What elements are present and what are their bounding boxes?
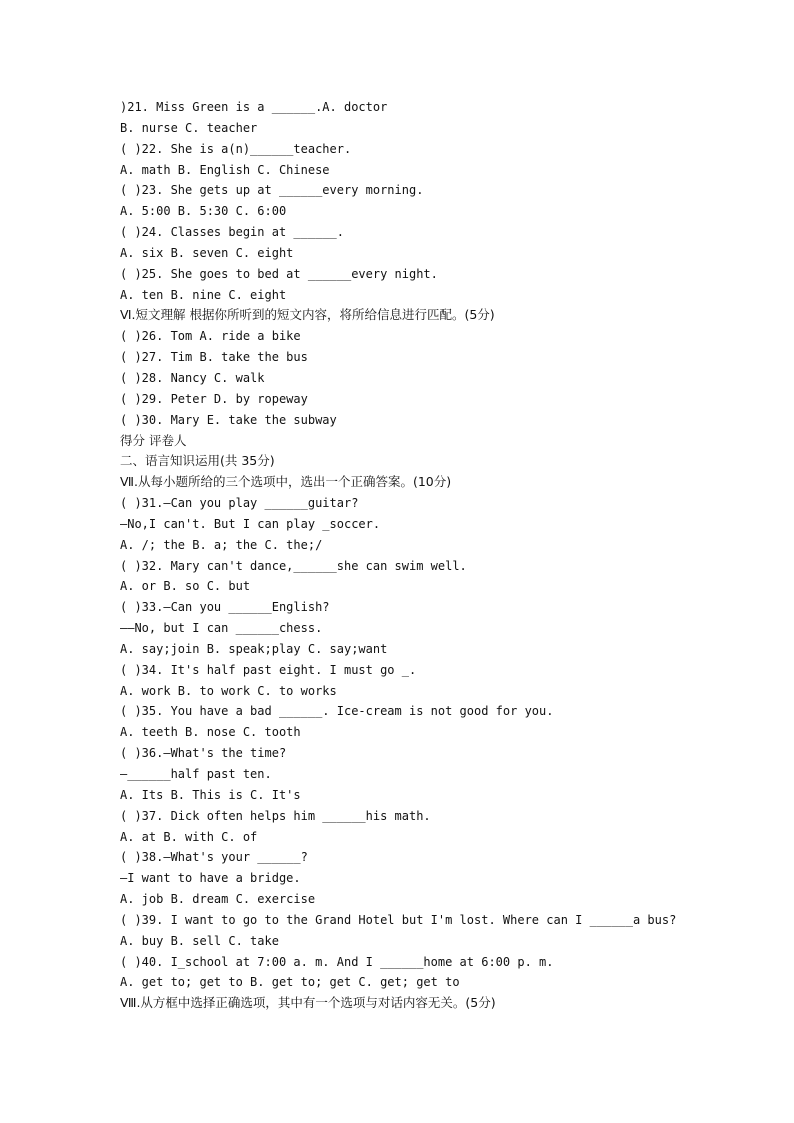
question-32-stem: ( )32. Mary can't dance,______she can swim well. [120,558,467,573]
question-35-options: A. teeth B. nose C. tooth [120,725,301,740]
question-38-stem: ( )38.—What's your ______? [120,850,308,865]
question-24-stem: ( )24. Classes begin at ______. [120,225,344,240]
question-23-options: A. 5:00 B. 5:30 C. 6:00 [120,204,287,219]
question-38-reply: —I want to have a bridge. [120,871,301,886]
question-31-options: A. /; the B. a; the C. the;/ [120,537,323,552]
section-8-heading: Ⅷ.从方框中选择正确选项，其中有一个选项与对话内容无关。(5分) [120,995,496,1011]
question-36-stem: ( )36.—What's the time? [120,746,287,761]
question-26: ( )26. Tom A. ride a bike [120,329,301,344]
question-40-stem: ( )40. I_school at 7:00 a. m. And I ______home at 6:00 p. m. [120,954,554,969]
question-40-options: A. get to; get to B. get to; get C. get; get to [120,975,460,990]
question-33-options: A. say;join B. speak;play C. say;want [120,641,388,656]
question-35-stem: ( )35. You have a bad ______. Ice-cream is not good for you. [120,704,554,719]
question-36-reply: —______half past ten. [120,767,272,781]
question-27: ( )27. Tim B. take the bus [120,350,308,365]
question-37-options: A. at B. with C. of [120,829,258,844]
question-36-options: A. Its B. This is C. It's [120,787,301,802]
question-31-stem: ( )31.—Can you play ______guitar? [120,496,359,511]
question-39-options: A. buy B. sell C. take [120,933,279,948]
question-21-stem: )21. Miss Green is a ______.A. doctor [120,100,388,114]
question-30: ( )30. Mary E. take the subway [120,412,337,427]
question-39-stem: ( )39. I want to go to the Grand Hotel but I'm lost. Where can I ______a bus? [120,912,677,927]
question-21-options: B. nurse C. teacher [120,120,258,135]
question-28: ( )28. Nancy C. walk [120,370,265,385]
exam-page [120,97,780,1014]
question-22-stem: ( )22. She is a(n)______teacher. [120,141,352,156]
question-29: ( )29. Peter D. by ropeway [120,391,308,406]
question-23-stem: ( )23. She gets up at ______every morning. [120,183,424,198]
question-34-options: A. work B. to work C. to works [120,683,337,698]
question-22-options: A. math B. English C. Chinese [120,162,330,177]
question-32-options: A. or B. so C. but [120,579,251,594]
question-31-reply: —No,I can't. But I can play _soccer. [120,516,381,531]
question-33-stem: ( )33.—Can you ______English? [120,600,330,615]
section-6-heading: Ⅵ.短文理解 根据你所听到的短文内容，将所给信息进行匹配。(5分) [120,307,495,323]
question-33-reply: ——No, but I can ______chess. [120,621,323,636]
question-25-options: A. ten B. nine C. eight [120,287,287,302]
question-24-options: A. six B. seven C. eight [120,245,294,260]
question-38-options: A. job B. dream C. exercise [120,892,316,907]
question-34-stem: ( )34. It's half past eight. I must go _. [120,662,417,677]
part-2-heading: 二、语言知识运用(共 35分) [120,453,275,469]
question-37-stem: ( )37. Dick often helps him ______his math. [120,808,431,823]
section-7-heading: Ⅶ.从每小题所给的三个选项中，选出一个正确答案。(10分) [120,474,452,490]
question-25-stem: ( )25. She goes to bed at ______every night. [120,266,438,281]
score-grader-label: 得分 评卷人 [120,432,187,448]
